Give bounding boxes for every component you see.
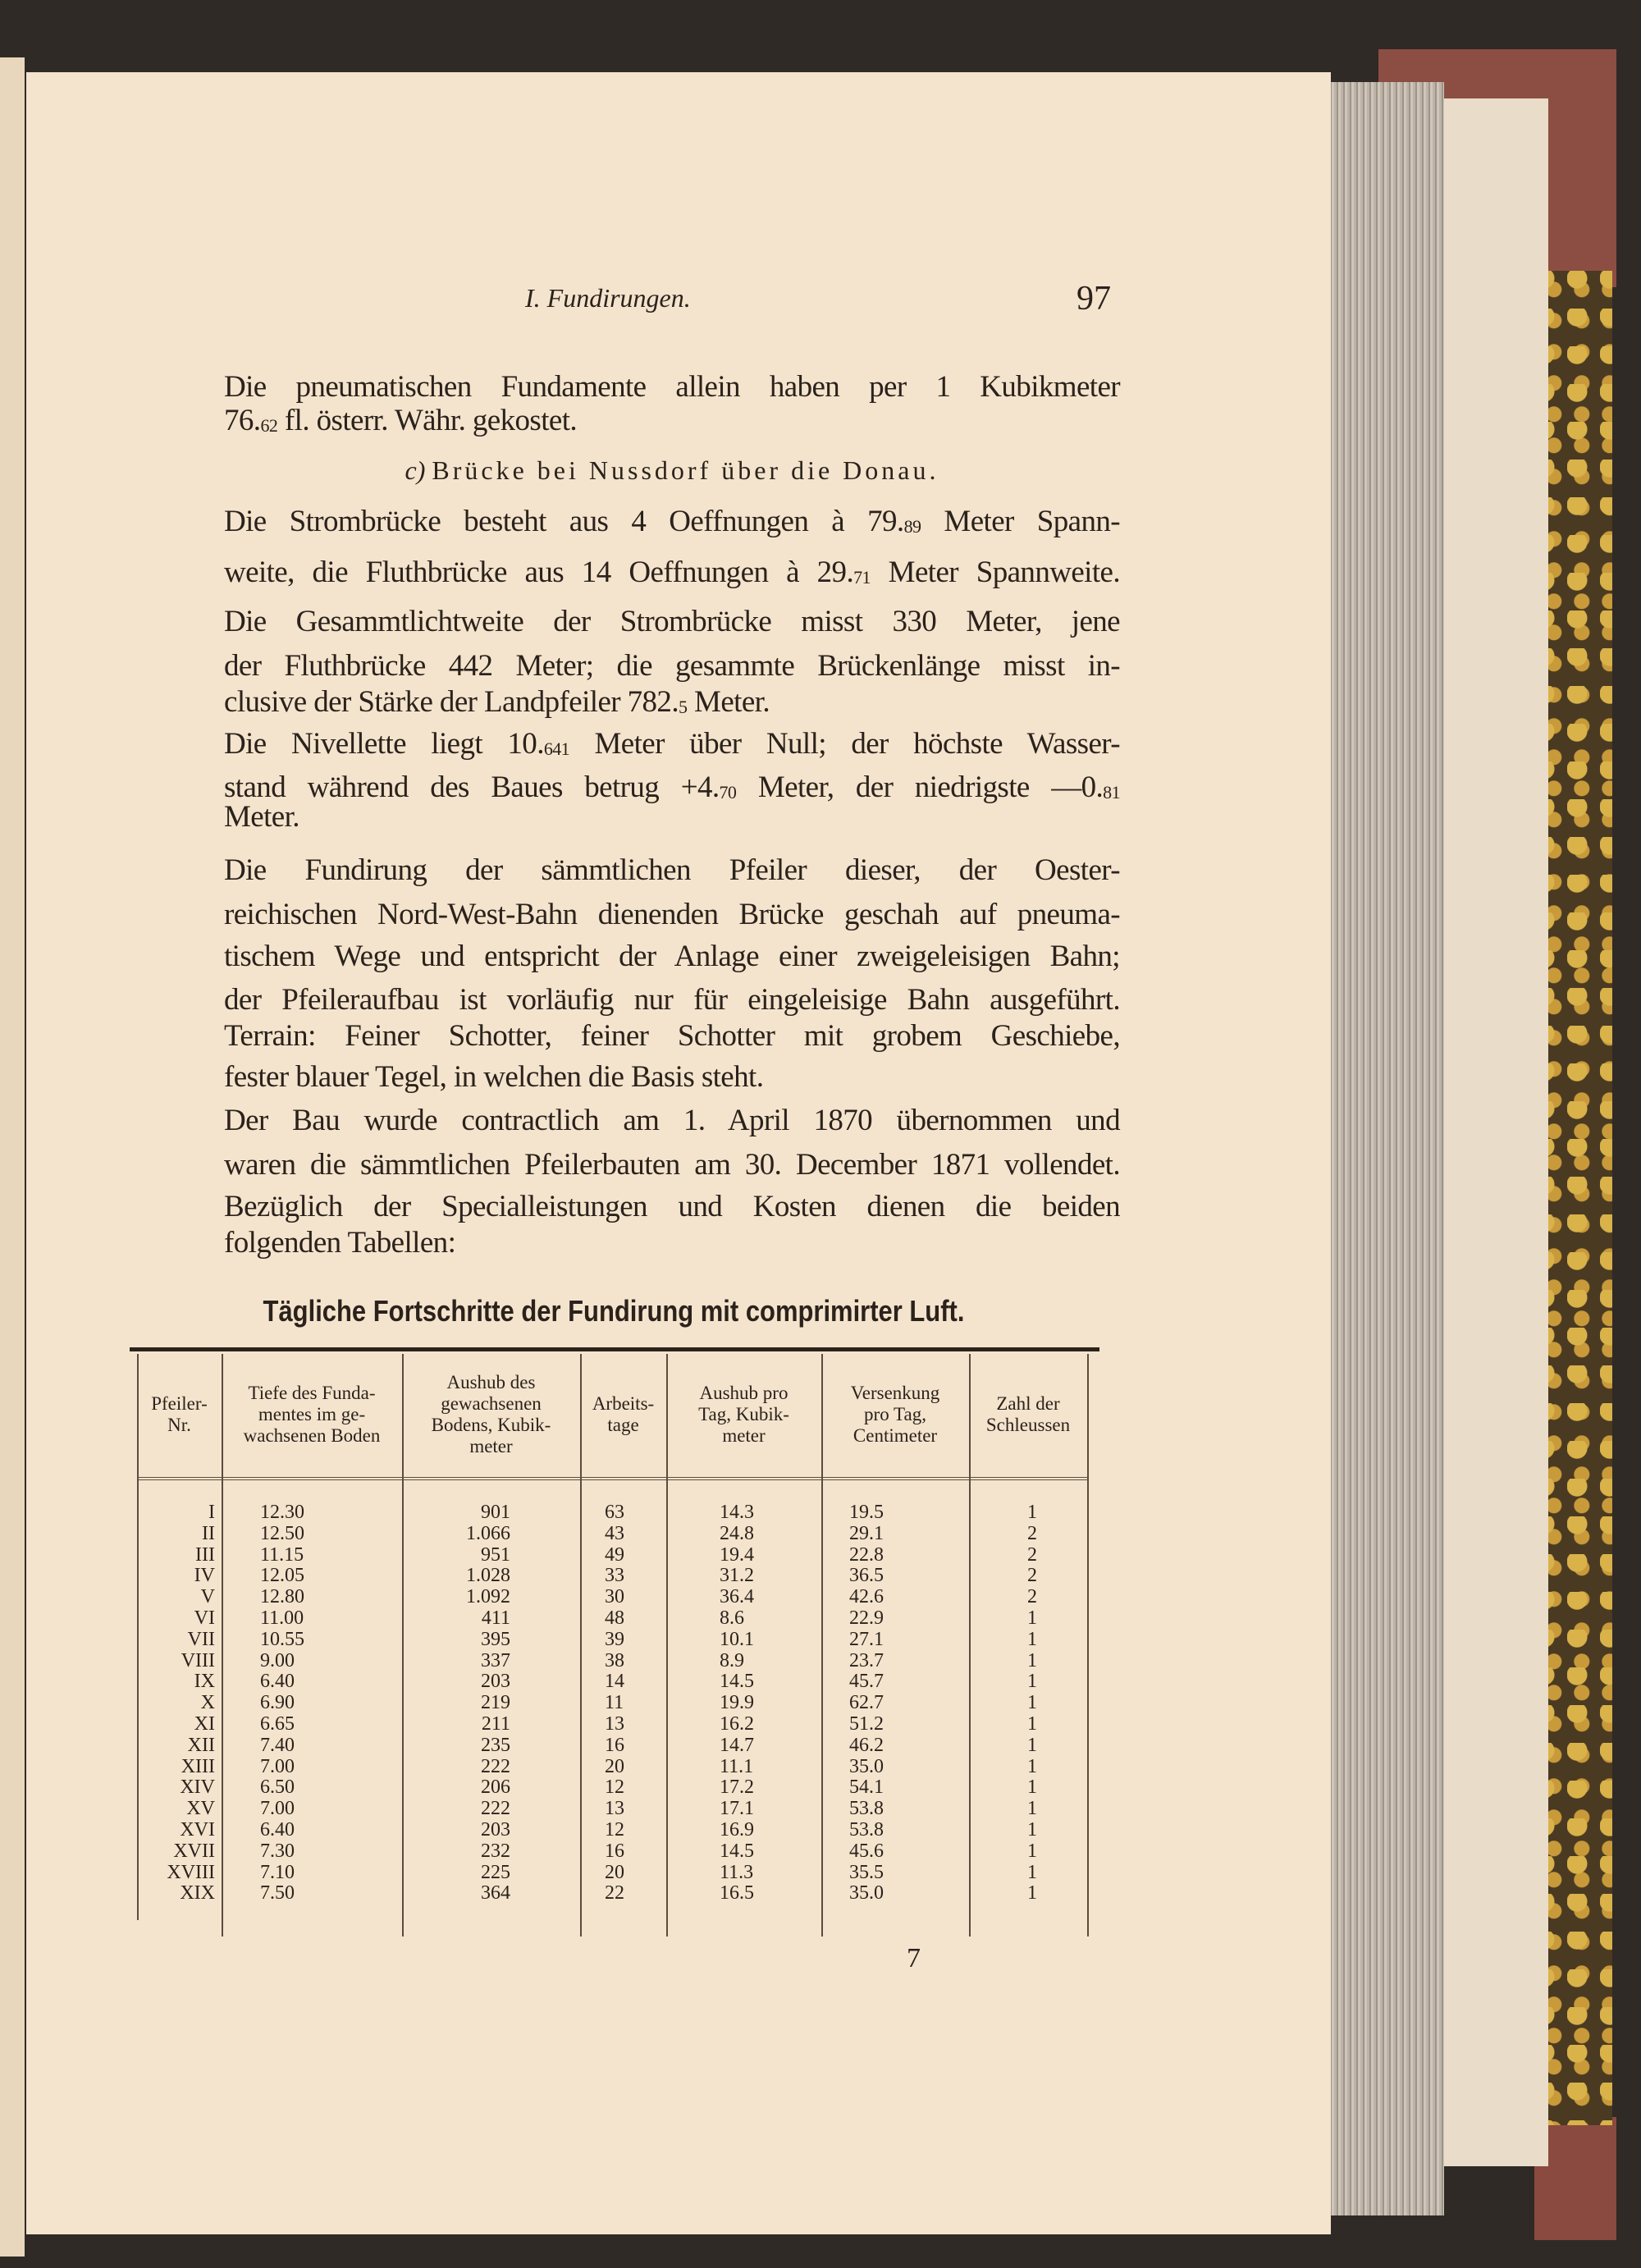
table-cell: 42.6	[849, 1586, 884, 1608]
text-run: der Pfeileraufbau ist vorläufig nur für eingeleisige Bahn ausgeführt.	[224, 983, 1120, 1017]
column-header: Tiefe des Funda- mentes im ge- wachsenen Boden	[243, 1383, 381, 1446]
decimal-subscript: 62	[260, 415, 278, 436]
table-cell: 29.1	[849, 1522, 884, 1544]
table-cell: 1	[1027, 1755, 1037, 1777]
table-cell: 14.3	[720, 1502, 754, 1523]
text-line	[224, 646, 1120, 687]
table-cell: 1	[1027, 1882, 1037, 1904]
table-cell: 225	[481, 1861, 510, 1883]
table-cell: 11.3	[720, 1861, 754, 1883]
text-run: Meter Spannweite.	[870, 556, 1120, 589]
text-run: der Fluthbrücke 442 Meter; die gesammte Brückenlänge misst in-	[224, 649, 1120, 683]
text-run: clusive der Stärke der Landpfeiler 782.	[224, 685, 679, 719]
table-cell: IX	[194, 1671, 215, 1693]
table-cell: 39	[605, 1628, 624, 1650]
text-run: Meter über Null; der höchste Wasser-	[569, 727, 1120, 761]
table-cell: 19.4	[720, 1543, 754, 1566]
table-cell: 235	[481, 1734, 510, 1756]
table-cell: 53.8	[849, 1819, 884, 1840]
table-cell: 33	[605, 1565, 624, 1587]
table-cell: 1	[1027, 1861, 1037, 1883]
table-cell: 222	[481, 1755, 510, 1777]
table-cell: 16.9	[720, 1819, 754, 1840]
text-run: 76.	[224, 404, 261, 437]
text-line	[224, 1223, 1120, 1264]
table-cell: 17.2	[720, 1776, 754, 1799]
table-row	[137, 1735, 1089, 1756]
text-run: stand während des Baues betrug +4.	[224, 770, 720, 804]
text-line	[224, 601, 1120, 642]
text-run: weite, die Fluthbrücke aus 14 Oeffnungen à 29.	[224, 556, 854, 589]
table-cell: 51.2	[849, 1713, 884, 1735]
column-header: Aushub des gewachsenen Bodens, Kubik- meter	[431, 1372, 551, 1456]
table-cell: 35.5	[849, 1861, 884, 1883]
table-cell: 7.40	[260, 1734, 295, 1756]
table-row	[137, 1502, 1089, 1523]
table-cell: XVII	[173, 1840, 215, 1862]
text-line	[224, 894, 1120, 935]
column-header: Pfeiler- Nr.	[151, 1393, 208, 1435]
table-row	[137, 1862, 1089, 1883]
table-cell: 14.7	[720, 1734, 754, 1756]
table-cell: 7.10	[260, 1861, 295, 1883]
table-cell: XVI	[180, 1819, 215, 1840]
signature-mark: 7	[907, 1943, 921, 1973]
text-line	[224, 936, 1120, 977]
decimal-subscript: 81	[1103, 782, 1120, 802]
column-header: Versenkung pro Tag, Centimeter	[850, 1383, 940, 1446]
text-line	[224, 1145, 1120, 1186]
table-row	[137, 1713, 1089, 1735]
table-row	[137, 1692, 1089, 1713]
table-cell: 12.05	[260, 1565, 304, 1587]
table-cell: XI	[194, 1713, 215, 1735]
table-cell: 337	[481, 1649, 510, 1671]
table-row	[137, 1840, 1089, 1862]
table-cell: 901	[481, 1502, 510, 1523]
table-cell: 45.7	[849, 1671, 884, 1693]
table-cell: XVIII	[167, 1861, 215, 1883]
text-run: Die Gesammtlichtweite der Strombrücke misst 330 Meter, jene	[224, 605, 1120, 638]
table-cell: 951	[481, 1543, 510, 1566]
column-header: Arbeits- tage	[592, 1393, 655, 1435]
table-row	[137, 1607, 1089, 1629]
text-run: Der Bau wurde contractlich am 1. April 1870 übernommen und	[224, 1104, 1120, 1137]
table-cell: 30	[605, 1586, 624, 1608]
table-cell: 16.2	[720, 1713, 754, 1735]
table-cell: 35.0	[849, 1755, 884, 1777]
table-cell: 211	[481, 1713, 510, 1735]
text-run: Meter.	[687, 685, 770, 719]
table-row	[137, 1882, 1089, 1904]
table-row	[137, 1819, 1089, 1840]
progress-table	[137, 1354, 1089, 1936]
text-run: waren die sämmtlichen Pfeilerbauten am 30. December 1871 vollendet.	[224, 1148, 1120, 1182]
table-cell: 1.066	[466, 1522, 510, 1544]
table-cell: 38	[605, 1649, 624, 1671]
text-line	[224, 1100, 1120, 1141]
table-cell: 62.7	[849, 1692, 884, 1714]
table-cell: 16.5	[720, 1882, 754, 1904]
table-cell: 11.00	[260, 1607, 304, 1629]
table-cell: 20	[605, 1755, 624, 1777]
text-run: Die Strombrücke besteht aus 4 Oeffnungen à 79.	[224, 505, 904, 538]
table-cell: 11.1	[720, 1755, 754, 1777]
table-cell: 364	[481, 1882, 510, 1904]
text-line	[224, 1016, 1120, 1057]
table-cell: 31.2	[720, 1565, 754, 1587]
table-cell: 13	[605, 1713, 624, 1735]
table-cell: 1	[1027, 1840, 1037, 1862]
table-cell: 36.5	[849, 1565, 884, 1587]
table-cell: XIX	[180, 1882, 215, 1904]
table-cell: 12	[605, 1776, 624, 1799]
table-cell: VI	[194, 1607, 215, 1629]
table-cell: 7.50	[260, 1882, 295, 1904]
decimal-subscript: 89	[903, 516, 921, 537]
decimal-subscript: 71	[853, 567, 871, 588]
table-cell: 19.5	[849, 1502, 884, 1523]
table-row	[137, 1523, 1089, 1544]
table-row	[137, 1544, 1089, 1566]
table-cell: 14.5	[720, 1840, 754, 1862]
text-run: fl. österr. Währ. gekostet.	[277, 404, 578, 437]
table-cell: 17.1	[720, 1798, 754, 1820]
table-row	[137, 1565, 1089, 1586]
text-line	[224, 1057, 1120, 1098]
table-cell: XV	[186, 1798, 215, 1820]
table-cell: 203	[481, 1819, 510, 1840]
text-line	[224, 501, 1120, 547]
table-cell: 20	[605, 1861, 624, 1883]
table-cell: 22	[605, 1882, 624, 1904]
table-cell: 2	[1027, 1565, 1037, 1587]
table-cell: XIII	[181, 1755, 215, 1777]
table-cell: 45.6	[849, 1840, 884, 1862]
text-line	[224, 400, 1120, 446]
table-cell: III	[195, 1543, 215, 1566]
table-cell: VII	[187, 1628, 215, 1650]
table-cell: 43	[605, 1522, 624, 1544]
text-run: reichischen Nord-West-Bahn dienenden Brücke geschah auf pneuma-	[224, 898, 1120, 931]
table-cell: 232	[481, 1840, 510, 1862]
section-letter: c)	[405, 455, 432, 485]
table-cell: 19.9	[720, 1692, 754, 1714]
table-cell: 24.8	[720, 1522, 754, 1544]
page-stack-edges	[1321, 82, 1444, 2215]
header-rule	[137, 1477, 1089, 1480]
table-row	[137, 1756, 1089, 1777]
table-cell: 63	[605, 1502, 624, 1523]
table-cell: 6.90	[260, 1692, 295, 1714]
table-cell: 48	[605, 1607, 624, 1629]
table-cell: 9.00	[260, 1649, 295, 1671]
table-cell: 1.092	[466, 1586, 510, 1608]
table-cell: 1	[1027, 1819, 1037, 1840]
table-cell: 14	[605, 1671, 624, 1693]
text-run: Bezüglich der Specialleistungen und Kosten dienen die beiden	[224, 1190, 1120, 1223]
table-cell: 203	[481, 1671, 510, 1693]
table-cell: 7.00	[260, 1755, 295, 1777]
table-cell: 10.1	[720, 1628, 754, 1650]
table-row	[137, 1798, 1089, 1819]
table-cell: X	[200, 1692, 215, 1714]
table-cell: V	[200, 1586, 215, 1608]
table-cell: 6.50	[260, 1776, 295, 1799]
table-cell: 1	[1027, 1502, 1037, 1523]
table-row	[137, 1776, 1089, 1798]
text-line	[224, 552, 1120, 598]
table-top-rule	[130, 1347, 1099, 1351]
table-cell: 6.65	[260, 1713, 295, 1735]
text-run: Meter, der niedrigste —0.	[736, 770, 1104, 804]
table-cell: 411	[481, 1607, 510, 1629]
table-cell: 6.40	[260, 1671, 295, 1693]
table-cell: 1	[1027, 1628, 1037, 1650]
table-cell: 1	[1027, 1692, 1037, 1714]
section-heading	[224, 450, 1120, 491]
table-cell: 16	[605, 1734, 624, 1756]
text-run: Die Nivellette liegt 10.	[224, 727, 544, 761]
table-cell: 14.5	[720, 1671, 754, 1693]
table-cell: 22.8	[849, 1543, 884, 1566]
table-cell: 16	[605, 1840, 624, 1862]
facing-page-edge	[0, 57, 25, 2257]
column-header: Aushub pro Tag, Kubik- meter	[698, 1383, 789, 1446]
table-cell: 7.30	[260, 1840, 295, 1862]
text-run: fester blauer Tegel, in welchen die Basis steht.	[224, 1060, 764, 1094]
table-cell: 23.7	[849, 1649, 884, 1671]
table-cell: 7.00	[260, 1798, 295, 1820]
table-cell: 2	[1027, 1586, 1037, 1608]
table-cell: 12	[605, 1819, 624, 1840]
text-line	[224, 724, 1120, 770]
table-cell: 1	[1027, 1734, 1037, 1756]
text-line	[224, 682, 1120, 728]
back-pages	[1428, 98, 1548, 2166]
text-run: Meter Spann-	[921, 505, 1120, 538]
text-run: Meter.	[224, 800, 299, 834]
table-cell: IV	[194, 1565, 215, 1587]
column-header: Zahl der Schleussen	[985, 1393, 1071, 1435]
table-row	[137, 1671, 1089, 1692]
table-cell: 53.8	[849, 1798, 884, 1820]
table-cell: 395	[481, 1628, 510, 1650]
table-cell: 49	[605, 1543, 624, 1566]
text-run: Terrain: Feiner Schotter, feiner Schotter mit grobem Geschiebe,	[224, 1019, 1120, 1053]
table-cell: II	[202, 1522, 215, 1544]
table-cell: 27.1	[849, 1628, 884, 1650]
table-row	[137, 1650, 1089, 1671]
table-cell: I	[208, 1502, 215, 1523]
table-cell: 12.50	[260, 1522, 304, 1544]
page-number: 97	[1076, 280, 1111, 318]
table-cell: XIV	[180, 1776, 215, 1799]
decimal-subscript: 641	[543, 738, 570, 759]
table-cell: 12.30	[260, 1502, 304, 1523]
table-cell: 1.028	[466, 1565, 510, 1587]
table-cell: 10.55	[260, 1628, 304, 1650]
table-cell: 1	[1027, 1649, 1037, 1671]
text-run: Die Fundirung der sämmtlichen Pfeiler dieser, der Oester-	[224, 853, 1120, 887]
table-cell: 1	[1027, 1607, 1037, 1629]
text-line	[224, 797, 1120, 838]
table-cell: VIII	[181, 1649, 215, 1671]
text-run: Die pneumatischen Fundamente allein haben per 1 Kubikmeter	[224, 370, 1120, 404]
table-cell: 2	[1027, 1543, 1037, 1566]
table-cell: 11	[605, 1692, 624, 1714]
decimal-subscript: 70	[719, 782, 737, 802]
table-cell: 35.0	[849, 1882, 884, 1904]
text-line	[224, 850, 1120, 891]
table-cell: 6.40	[260, 1819, 295, 1840]
section-title: Brücke bei Nussdorf über die Donau.	[432, 455, 939, 485]
table-cell: 1	[1027, 1776, 1037, 1799]
table-cell: XII	[187, 1734, 215, 1756]
table-row	[137, 1586, 1089, 1607]
table-cell: 11.15	[260, 1543, 304, 1566]
table-cell: 1	[1027, 1798, 1037, 1820]
table-cell: 36.4	[720, 1586, 754, 1608]
table-cell: 2	[1027, 1522, 1037, 1544]
table-title: Tägliche Fortschritte der Fundirung mit comprimirter Luft.	[263, 1294, 965, 1328]
table-cell: 13	[605, 1798, 624, 1820]
table-cell: 206	[481, 1776, 510, 1799]
table-cell: 222	[481, 1798, 510, 1820]
text-run: folgenden Tabellen:	[224, 1226, 456, 1260]
table-cell: 22.9	[849, 1607, 884, 1629]
table-cell: 8.9	[720, 1649, 744, 1671]
text-line	[224, 980, 1120, 1021]
running-title: I. Fundirungen.	[525, 283, 691, 313]
decimal-subscript: 5	[679, 697, 688, 717]
table-cell: 1	[1027, 1713, 1037, 1735]
table-cell: 54.1	[849, 1776, 884, 1799]
text-run: tischem Wege und entspricht der Anlage einer zweigeleisigen Bahn;	[224, 940, 1120, 973]
table-cell: 8.6	[720, 1607, 744, 1629]
table-row	[137, 1629, 1089, 1650]
table-cell: 46.2	[849, 1734, 884, 1756]
table-cell: 1	[1027, 1671, 1037, 1693]
table-cell: 12.80	[260, 1586, 304, 1608]
table-cell: 219	[481, 1692, 510, 1714]
text-line	[224, 1187, 1120, 1228]
